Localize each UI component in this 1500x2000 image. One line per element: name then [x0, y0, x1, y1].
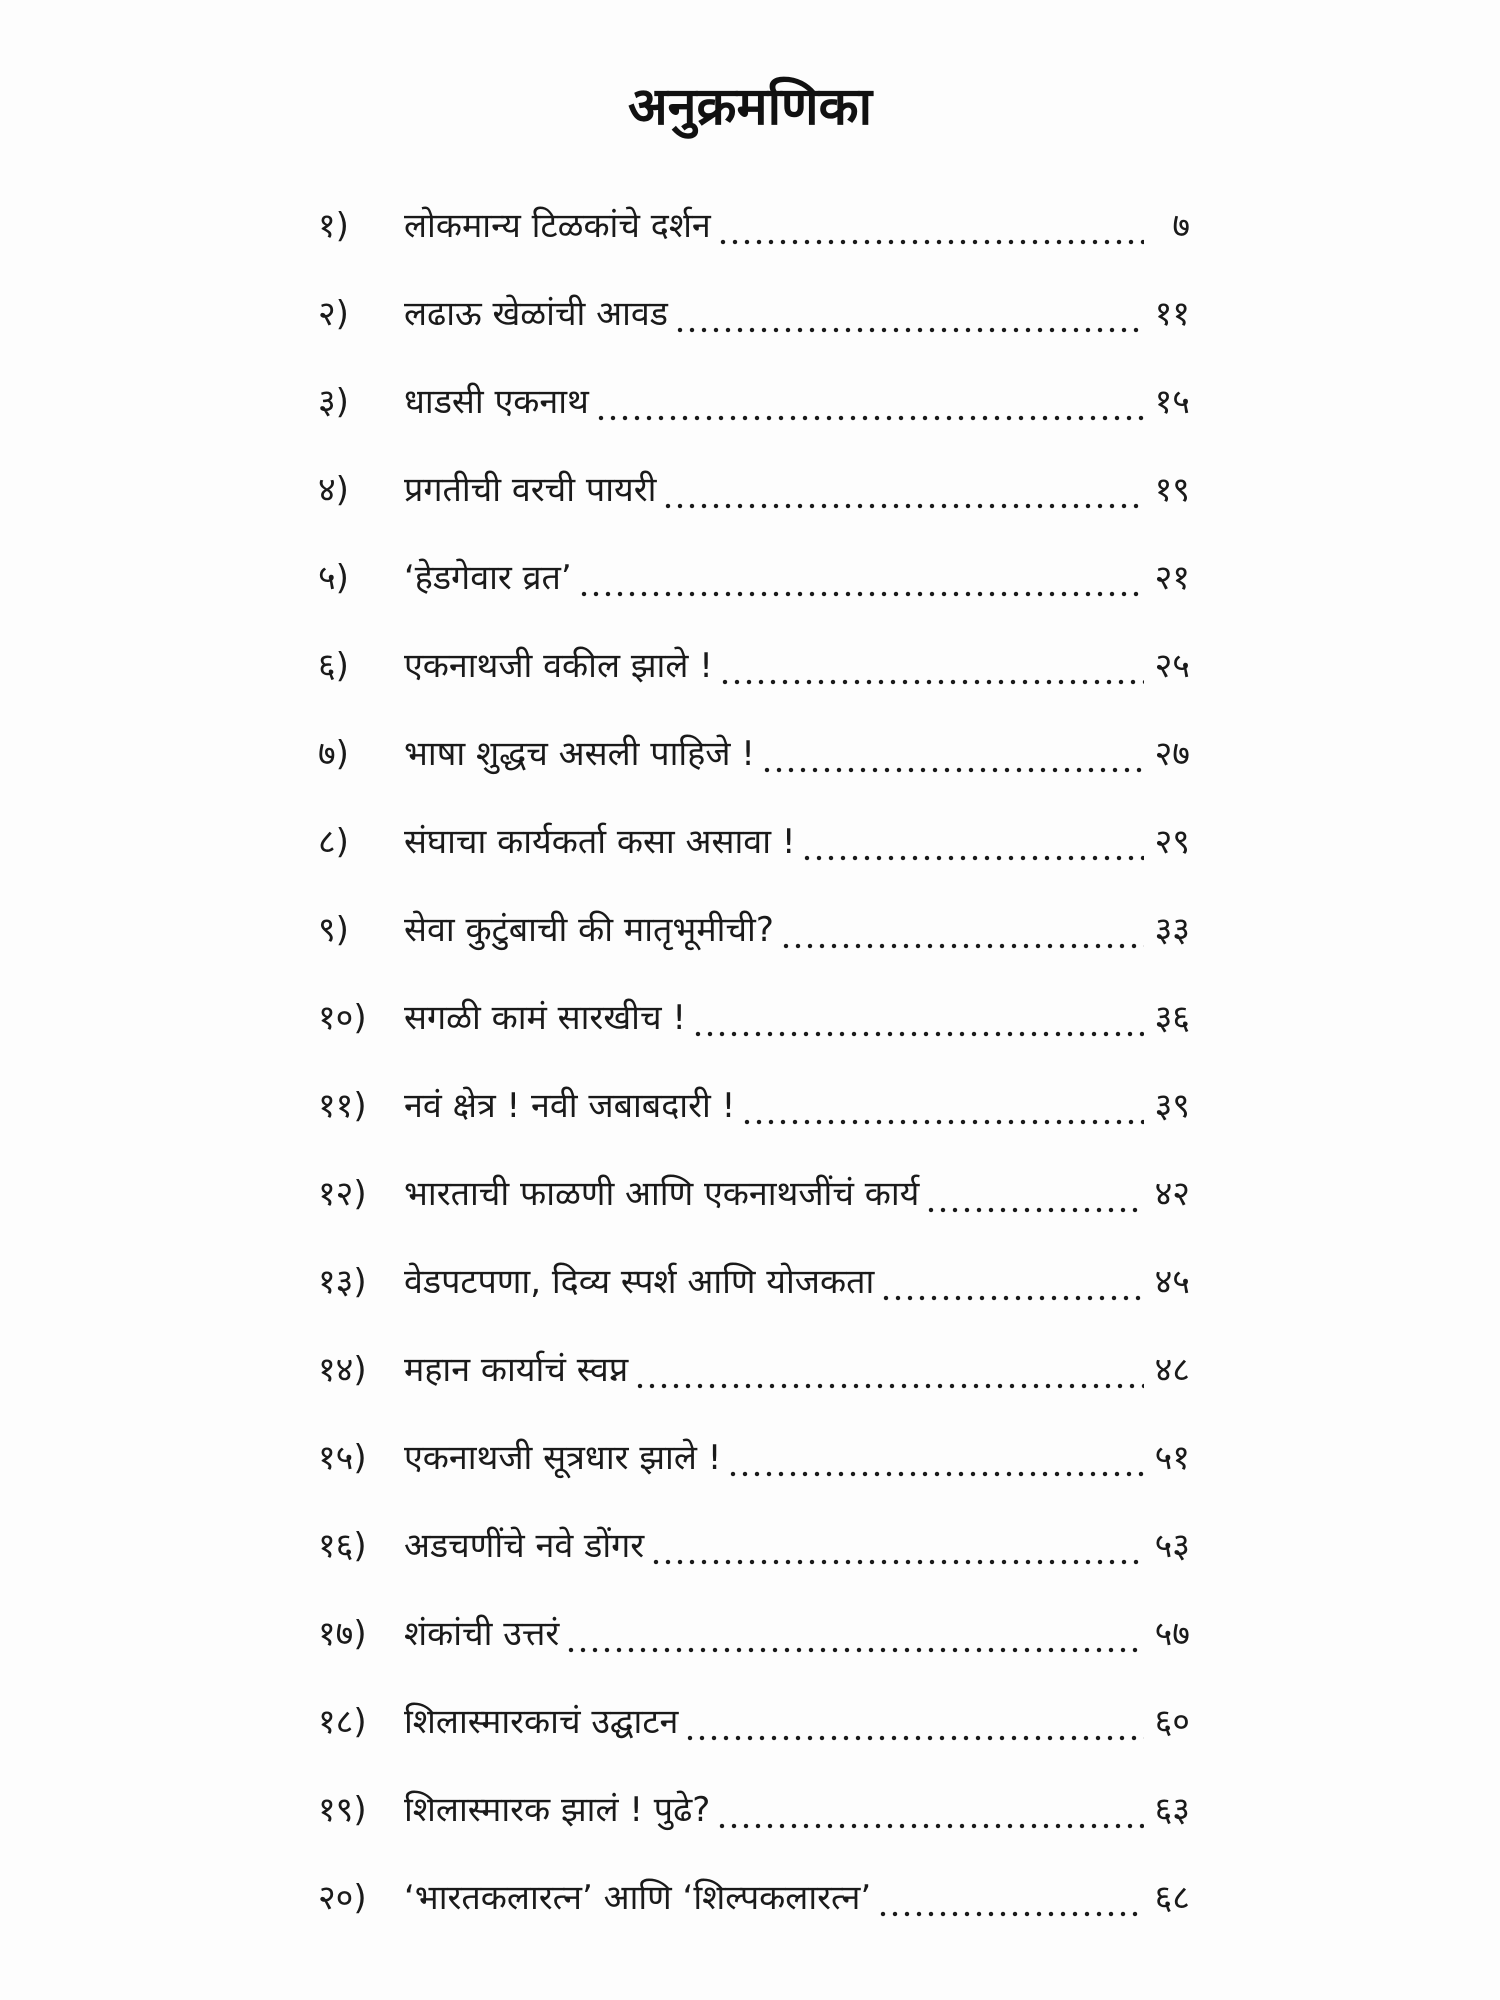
toc-entry-number: ७) — [318, 734, 349, 774]
toc-entry — [318, 1252, 1190, 1312]
dot-leader — [716, 1780, 1144, 1840]
toc-entry — [318, 196, 1190, 256]
toc-entry-number: १४) — [318, 1350, 367, 1390]
toc-entry-number: १०) — [318, 998, 367, 1038]
toc-entry-number: ४) — [318, 470, 349, 510]
toc-entry-title: सेवा कुटुंबाची की मातृभूमीची? — [404, 910, 774, 950]
toc-entry-page: ३३ — [1154, 910, 1190, 950]
toc-entry-title: अडचणींचे नवे डोंगर — [404, 1526, 645, 1566]
toc-entry-title: महान कार्याचं स्वप्न — [404, 1350, 629, 1390]
toc-entry — [318, 1516, 1190, 1576]
toc-entry-title: सगळी कामं सारखीच ! — [404, 998, 686, 1038]
toc-entry-number: १७) — [318, 1614, 367, 1654]
toc-entry — [318, 372, 1190, 432]
toc-entry — [318, 812, 1190, 872]
toc-entry — [318, 460, 1190, 520]
toc-entry — [318, 1868, 1190, 1928]
toc-entry — [318, 548, 1190, 608]
dot-leader — [719, 636, 1144, 696]
dot-leader — [634, 1340, 1144, 1400]
toc-entry — [318, 1692, 1190, 1752]
toc-entry — [318, 1340, 1190, 1400]
dot-leader — [780, 900, 1144, 960]
toc-entry-page: ४५ — [1154, 1262, 1190, 1302]
toc-entry — [318, 284, 1190, 344]
dot-leader — [925, 1164, 1144, 1224]
dot-leader — [692, 988, 1144, 1048]
toc-entry-page: ७ — [1172, 206, 1190, 246]
toc-entry-title: वेडपटपणा, दिव्य स्पर्श आणि योजकता — [404, 1262, 875, 1302]
toc-entry-page: ५३ — [1154, 1526, 1190, 1566]
toc-entry-page: ३६ — [1154, 998, 1190, 1038]
toc-entry — [318, 1604, 1190, 1664]
toc-entry-title: धाडसी एकनाथ — [404, 382, 589, 422]
toc-entry-title: लोकमान्य टिळकांचे दर्शन — [404, 206, 711, 246]
toc-entry-page: ३९ — [1154, 1086, 1190, 1126]
toc-entry-page: १५ — [1154, 382, 1190, 422]
dot-leader — [717, 196, 1144, 256]
toc-entry-title: शिलास्मारकाचं उद्घाटन — [404, 1702, 679, 1742]
toc-entry-number: १२) — [318, 1174, 367, 1214]
toc-entry-page: २५ — [1154, 646, 1190, 686]
toc-entry-number: २०) — [318, 1878, 367, 1918]
toc-entry-number: १९) — [318, 1790, 367, 1830]
dot-leader — [727, 1428, 1144, 1488]
toc-entry-title: ‘हेडगेवार व्रत’ — [404, 558, 572, 598]
toc-entry-title: शिलास्मारक झालं ! पुढे? — [404, 1790, 711, 1830]
dot-leader — [662, 460, 1144, 520]
dot-leader — [650, 1516, 1144, 1576]
toc-entry-title: एकनाथजी सूत्रधार झाले ! — [404, 1438, 722, 1478]
toc-entry-number: ९) — [318, 910, 349, 950]
toc-entry-number: १) — [318, 206, 349, 246]
toc-entry-number: १५) — [318, 1438, 367, 1478]
dot-leader — [565, 1604, 1144, 1664]
toc-entry — [318, 900, 1190, 960]
toc-entry-page: १९ — [1154, 470, 1190, 510]
toc-entry-page: ५१ — [1154, 1438, 1190, 1478]
page-title: अनुक्रमणिका — [627, 77, 873, 137]
toc-entry — [318, 724, 1190, 784]
toc-entry — [318, 636, 1190, 696]
toc-entry-number: १८) — [318, 1702, 367, 1742]
toc-entry — [318, 1164, 1190, 1224]
toc-entry-number: ११) — [318, 1086, 367, 1126]
toc-entry-page: ६३ — [1154, 1790, 1190, 1830]
toc-entry-title: भारताची फाळणी आणि एकनाथजींचं कार्य — [404, 1174, 920, 1214]
toc-entry-page: ६८ — [1154, 1878, 1190, 1918]
toc-entry-title: प्रगतीची वरची पायरी — [404, 470, 657, 510]
toc-entry-page: ११ — [1154, 294, 1190, 334]
toc-entry-title: एकनाथजी वकील झाले ! — [404, 646, 713, 686]
toc-entry-page: ५७ — [1154, 1614, 1190, 1654]
toc-entry-title: शंकांची उत्तरं — [404, 1614, 560, 1654]
dot-leader — [880, 1252, 1144, 1312]
dot-leader — [741, 1076, 1144, 1136]
toc-entry-number: २) — [318, 294, 349, 334]
toc-entry-number: ३) — [318, 382, 349, 422]
dot-leader — [761, 724, 1144, 784]
toc-entry — [318, 1780, 1190, 1840]
toc-entry-title: भाषा शुद्धच असली पाहिजे ! — [404, 734, 755, 774]
toc-entry-number: १३) — [318, 1262, 367, 1302]
toc-entry-page: ६० — [1154, 1702, 1190, 1742]
toc-entry-title: संघाचा कार्यकर्ता कसा असावा ! — [404, 822, 796, 862]
toc-entry — [318, 1076, 1190, 1136]
dot-leader — [674, 284, 1144, 344]
toc-entry-page: २९ — [1154, 822, 1190, 862]
toc-entry-page: २७ — [1154, 734, 1190, 774]
dot-leader — [578, 548, 1144, 608]
toc-entry-title: लढाऊ खेळांची आवड — [404, 294, 669, 334]
toc-entry-number: ६) — [318, 646, 349, 686]
toc-entry-number: ८) — [318, 822, 349, 862]
toc-entry-page: ४२ — [1154, 1174, 1190, 1214]
dot-leader — [801, 812, 1144, 872]
dot-leader — [595, 372, 1144, 432]
dot-leader — [684, 1692, 1144, 1752]
toc-entry-page: ४८ — [1154, 1350, 1190, 1390]
toc-entry-number: ५) — [318, 558, 349, 598]
toc-entry-number: १६) — [318, 1526, 367, 1566]
toc-entry-title: नवं क्षेत्र ! नवी जबाबदारी ! — [404, 1086, 736, 1126]
toc-entry-page: २१ — [1154, 558, 1190, 598]
dot-leader — [877, 1868, 1144, 1928]
toc-entry-title: ‘भारतकलारत्न’ आणि ‘शिल्पकलारत्न’ — [404, 1878, 872, 1918]
toc-entry — [318, 1428, 1190, 1488]
toc-entry — [318, 988, 1190, 1048]
